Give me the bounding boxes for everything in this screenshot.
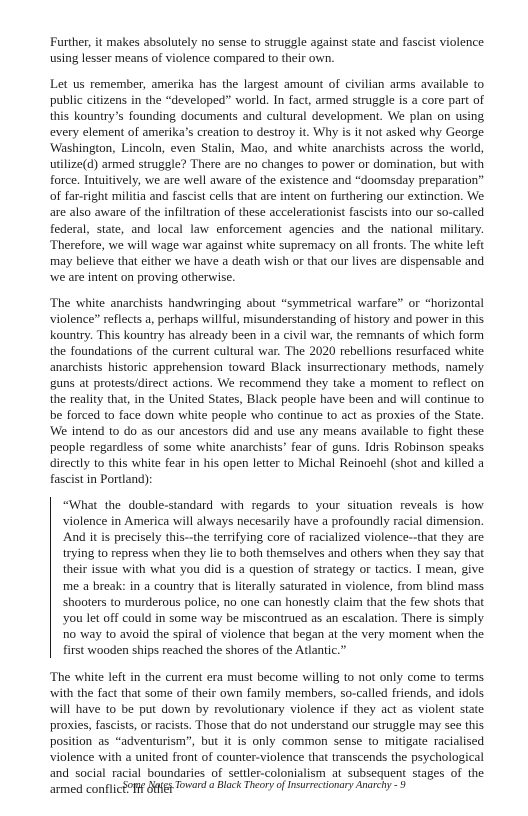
running-footer: Some Notes Toward a Black Theory of Insurrectionary Anarchy - 9 <box>122 780 406 791</box>
quote-text: “What the double-standard with regards to your situation reveals is how violence in America will always necesarily have a profoundly racial dimension. And it is precisely this--the terrifying core of racialized violence--that they are trying to repress when they lie to both themselves and others when they say that their issue with what you did is a question of strategy or tactics. I mean, give me a break: in a country that is literally saturated in violence, from blind mass shooters to murderous police, no one can honestly claim that the few shots that you let off could in some way be miscontrued as an escalation. There is simply no way to avoid the spiral of violence that began at the very moment when the first wooden ships reached the shores of the Atlantic.” <box>63 497 484 657</box>
paragraph-violence-means: Further, it makes absolutely no sense to struggle against state and fascist violence using lesser means of violence compared to their own. <box>50 34 484 66</box>
paragraph-white-left: The white left in the current era must become willing to not only come to terms with the fact that some of their own family members, so-called friends, and idols will have to be put down by revolutionary violence if they act as violent state proxies, fascists, or racists. Those that do not understand our struggle may see this position as “adventurism”, but it is only common sense to mitigate racialised violence with a united front of counter-violence that transcends the psychological and social racial boundaries of settler-colonialism at subsequent stages of the armed conflict. In other <box>50 668 484 797</box>
paragraph-white-anarchists: The white anarchists handwringing about “symmetrical warfare” or “horizontal violence” reflects a, perhaps willful, misunderstanding of history and power in this kountry. This kountry has already been in a civil war, the remnants of which form the foundations of the current cultural war. The 2020 rebellions resurfaced white anarchists historic apprehension toward Black insurrectionary methods, namely guns at protests/direct actions. We recommend they take a moment to reflect on the reality that, in the United States, Black people have been and will continue to be forced to face down white people who continue to act as proxies of the State. We intend to do as our ancestors did and use any means available to fight these people regardless of some white anarchists’ fear of guns. Idris Robinson speaks directly to this white fear in his open letter to Michal Reinoehl (shot and killed a fascist in Portland): <box>50 294 484 487</box>
paragraph-amerika-arms: Let us remember, amerika has the largest amount of civilian arms available to public citizens in the “developed” world. In fact, armed struggle is a core part of this kountry’s founding documents and cultural development. We plan on using every element of amerika’s creation to destroy it. Why is it not asked why George Washington, Lincoln, even Stalin, Mao, and white anarchists across the world, utilize(d) armed struggle? There are no changes to power or domination, but with force. Intuitively, we are well aware of the existence and “doomsday preparation” of far-right militia and fascist cells that are intent on furthering our extinction. We are also aware of the infiltration of these accelerationist fascists into our so-called federal, state, and local law enforcement agencies and the national military. Therefore, we will wage war against white supremacy on all fronts. The white left may believe that either we have a death wish or that our lives are dispensable and we are intent on proving otherwise. <box>50 76 484 284</box>
block-quote <box>50 497 484 657</box>
page-body <box>50 34 484 807</box>
